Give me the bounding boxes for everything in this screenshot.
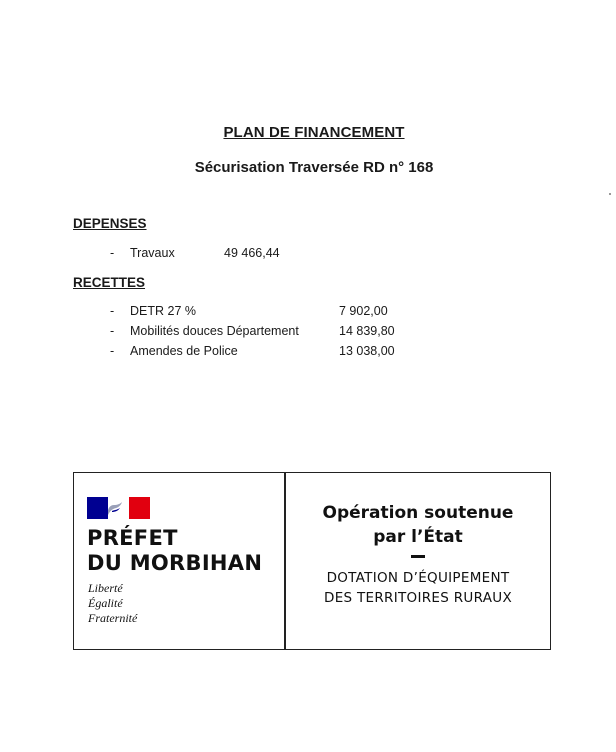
operation-heading [286,501,550,549]
depense-row-travaux [110,244,175,262]
dotation-line-1: DOTATION D’ÉQUIPEMENT [326,570,510,586]
recettes-heading: RECETTES [73,275,146,290]
bullet: - [110,304,115,318]
recette-row-detr [110,302,196,320]
depense-amount: 49 466,44 [224,246,280,260]
marianne-flag-icon [87,497,150,519]
recette-amount: 7 902,00 [339,304,388,318]
depenses-heading: DEPENSES [73,216,147,231]
recette-amount: 14 839,80 [339,324,395,338]
prefet-line-1: PRÉFET [87,526,178,550]
bullet: - [110,246,115,260]
depense-label: Travaux [130,246,175,260]
prefet-line-2: DU MORBIHAN [87,551,263,575]
document-subtitle: Sécurisation Traversée RD n° 168 [194,159,434,176]
recette-row-mobilites [110,322,299,340]
dotation-line-2: DES TERRITOIRES RURAUX [324,590,512,606]
recette-amount: 13 038,00 [339,344,395,358]
funding-banner [73,472,551,650]
motto-liberte: Liberté [88,581,123,595]
motto-egalite: Égalité [88,596,123,610]
separator-dash [411,555,425,558]
marianne-profile-icon [102,499,126,517]
bullet: - [110,324,115,338]
bullet: - [110,344,115,358]
recette-label: Mobilités douces Département [130,324,299,338]
operation-line-2: par l’État [373,527,463,547]
operation-line-1: Opération soutenue [322,503,514,523]
scan-speck [609,193,611,195]
prefet-label [87,526,262,576]
recette-label: Amendes de Police [130,344,238,358]
dotation-label [286,568,550,608]
republic-motto [88,581,137,626]
document-title: PLAN DE FINANCEMENT [223,124,405,141]
recette-label: DETR 27 % [130,304,196,318]
motto-fraternite: Fraternité [88,611,138,625]
recette-row-amendes [110,342,238,360]
operation-block [286,473,550,608]
